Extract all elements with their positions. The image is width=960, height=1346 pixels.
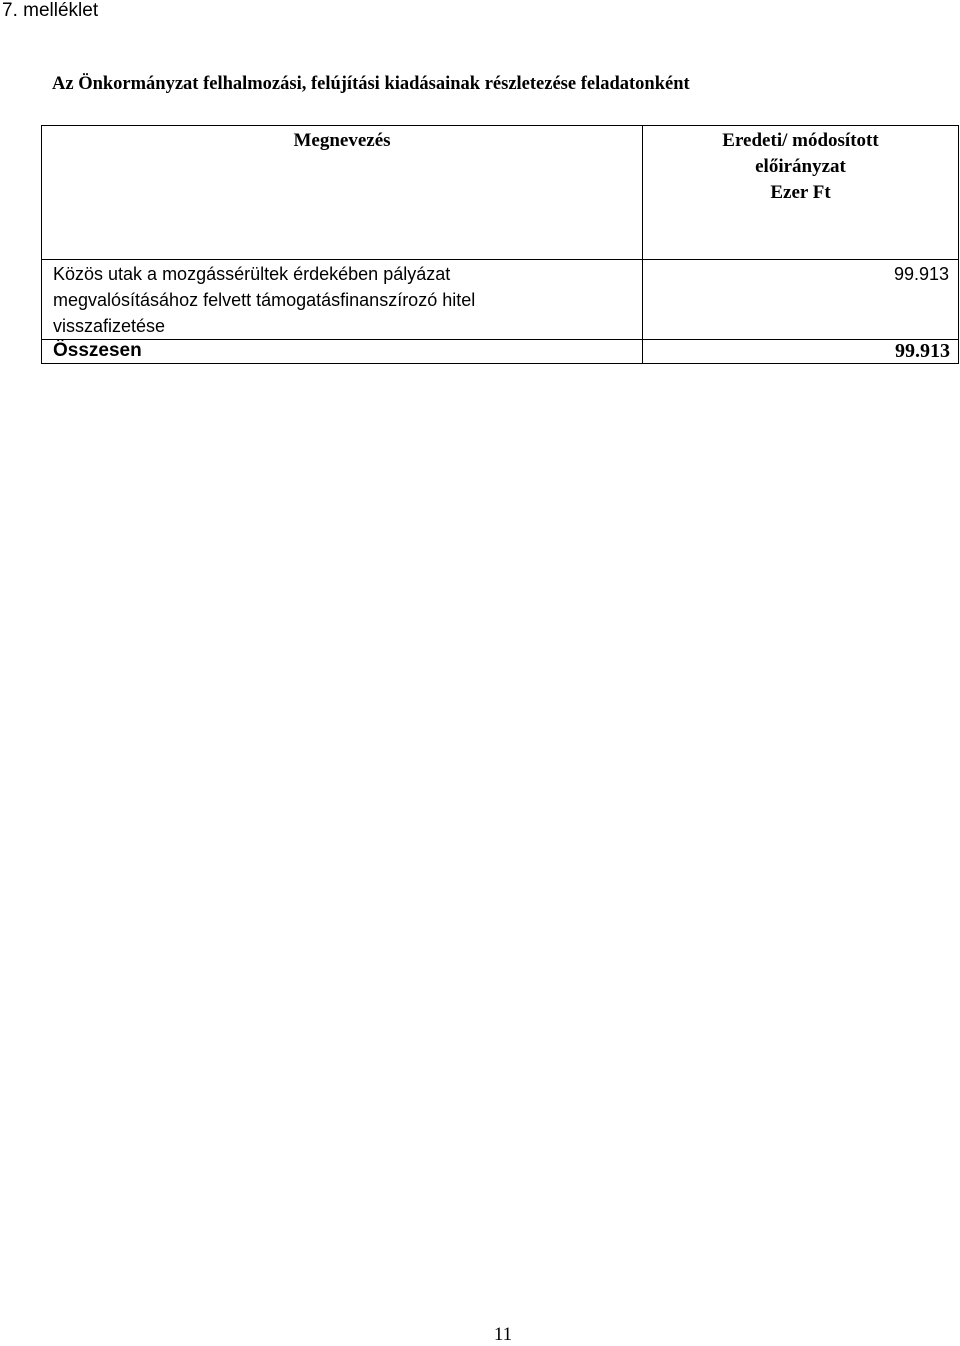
row-description-line3: visszafizetése (53, 316, 166, 336)
header-name-cell (42, 126, 643, 260)
total-label: Összesen (53, 340, 142, 361)
total-row (42, 340, 959, 364)
header-value-line2: előirányzat (755, 156, 846, 177)
total-value: 99.913 (895, 340, 950, 362)
row-description-line1: Közös utak a mozgássérültek érdekében pályázat (53, 264, 451, 284)
row-value-cell (643, 260, 959, 340)
header-value-line1: Eredeti/ módosított (722, 130, 879, 151)
header-name-label: Megnevezés (293, 130, 391, 151)
row-value: 99.913 (893, 264, 949, 284)
annex-label: 7. melléklet (2, 0, 99, 21)
table-header-row (42, 126, 959, 260)
row-description-line2: megvalósításához felvett támogatásfinanszírozó hitel (53, 290, 476, 310)
document-title: Az Önkormányzat felhalmozási, felújítási kiadásainak részletezése feladatonként (52, 74, 690, 94)
header-value-cell (643, 126, 959, 260)
row-description-cell (42, 260, 643, 340)
total-label-cell (42, 340, 643, 364)
budget-table (41, 125, 959, 364)
header-value-line3: Ezer Ft (770, 182, 831, 203)
page-number: 11 (493, 1324, 513, 1345)
table-row (42, 260, 959, 340)
total-value-cell (643, 340, 959, 364)
